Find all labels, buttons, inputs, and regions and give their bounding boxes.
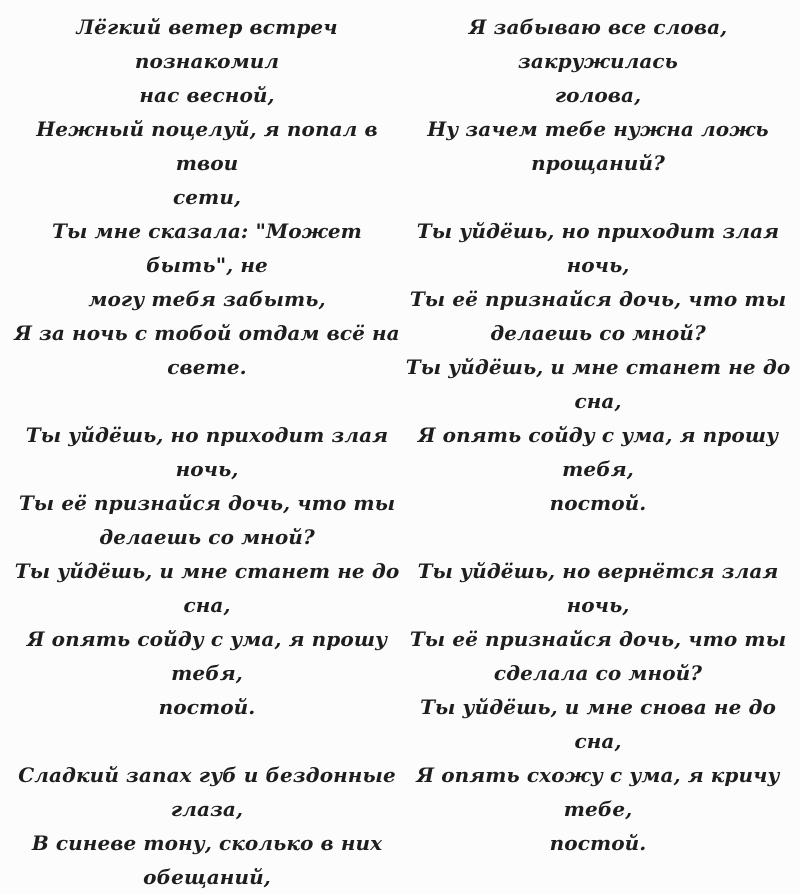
lyric-line: Я опять схожу с ума, я кричу тебе, <box>416 763 780 821</box>
lyric-line: голова, <box>554 83 642 107</box>
lyrics-right-column <box>404 10 792 860</box>
lyric-line: свете. <box>167 355 247 379</box>
lyric-line: прощаний? <box>531 151 665 175</box>
stanza-break <box>8 384 406 418</box>
lyric-line: Я за ночь с тобой отдам всё на <box>14 321 400 345</box>
lyric-line: Ты мне сказала: "Может быть", не <box>52 219 362 277</box>
lyric-line: Ты уйдёшь, и мне станет не до сна, <box>405 355 791 413</box>
lyric-line: нас весной, <box>139 83 275 107</box>
lyric-line: Ты её признайся дочь, что ты <box>409 627 787 651</box>
lyric-line: Ну зачем тебе нужна ложь <box>427 117 769 141</box>
lyric-line: Сладкий запах губ и бездонные глаза, <box>18 763 396 821</box>
lyric-line: Ты уйдёшь, но вернётся злая ночь, <box>417 559 779 617</box>
lyric-line: сделала со мной? <box>493 661 703 685</box>
lyric-line: Я опять сойду с ума, я прошу тебя, <box>417 423 779 481</box>
stanza-break <box>8 724 406 758</box>
lyric-line: Ты уйдёшь, но приходит злая ночь, <box>416 219 780 277</box>
lyric-line: Я забываю все слова, закружилась <box>468 15 728 73</box>
lyric-line: Нежный поцелуй, я попал в твои <box>36 117 378 175</box>
lyric-line: Ты её признайся дочь, что ты <box>409 287 787 311</box>
lyric-line: постой. <box>549 831 647 855</box>
lyric-line: делаешь со мной? <box>490 321 706 345</box>
lyric-line: Ты уйдёшь, и мне снова не до сна, <box>420 695 776 753</box>
lyric-line: Ты уйдёшь, и мне станет не до сна, <box>14 559 400 617</box>
lyric-line: Ты уйдёшь, но приходит злая ночь, <box>25 423 389 481</box>
lyric-line: Лёгкий ветер встреч познакомил <box>76 15 338 73</box>
lyric-line: В синеве тону, сколько в них <box>31 831 383 855</box>
lyric-line: делаешь со мной? <box>99 525 315 549</box>
lyrics-left-column <box>8 10 406 894</box>
lyric-line: постой. <box>549 491 647 515</box>
lyric-line: постой. <box>158 695 256 719</box>
lyric-line: сети, <box>172 185 242 209</box>
stanza-break <box>404 180 792 214</box>
lyric-line: Я опять сойду с ума, я прошу тебя, <box>26 627 388 685</box>
stanza-break <box>404 520 792 554</box>
lyric-line: могу тебя забыть, <box>88 287 326 311</box>
lyric-line: обещаний, <box>143 865 271 889</box>
lyric-line: Ты её признайся дочь, что ты <box>18 491 396 515</box>
